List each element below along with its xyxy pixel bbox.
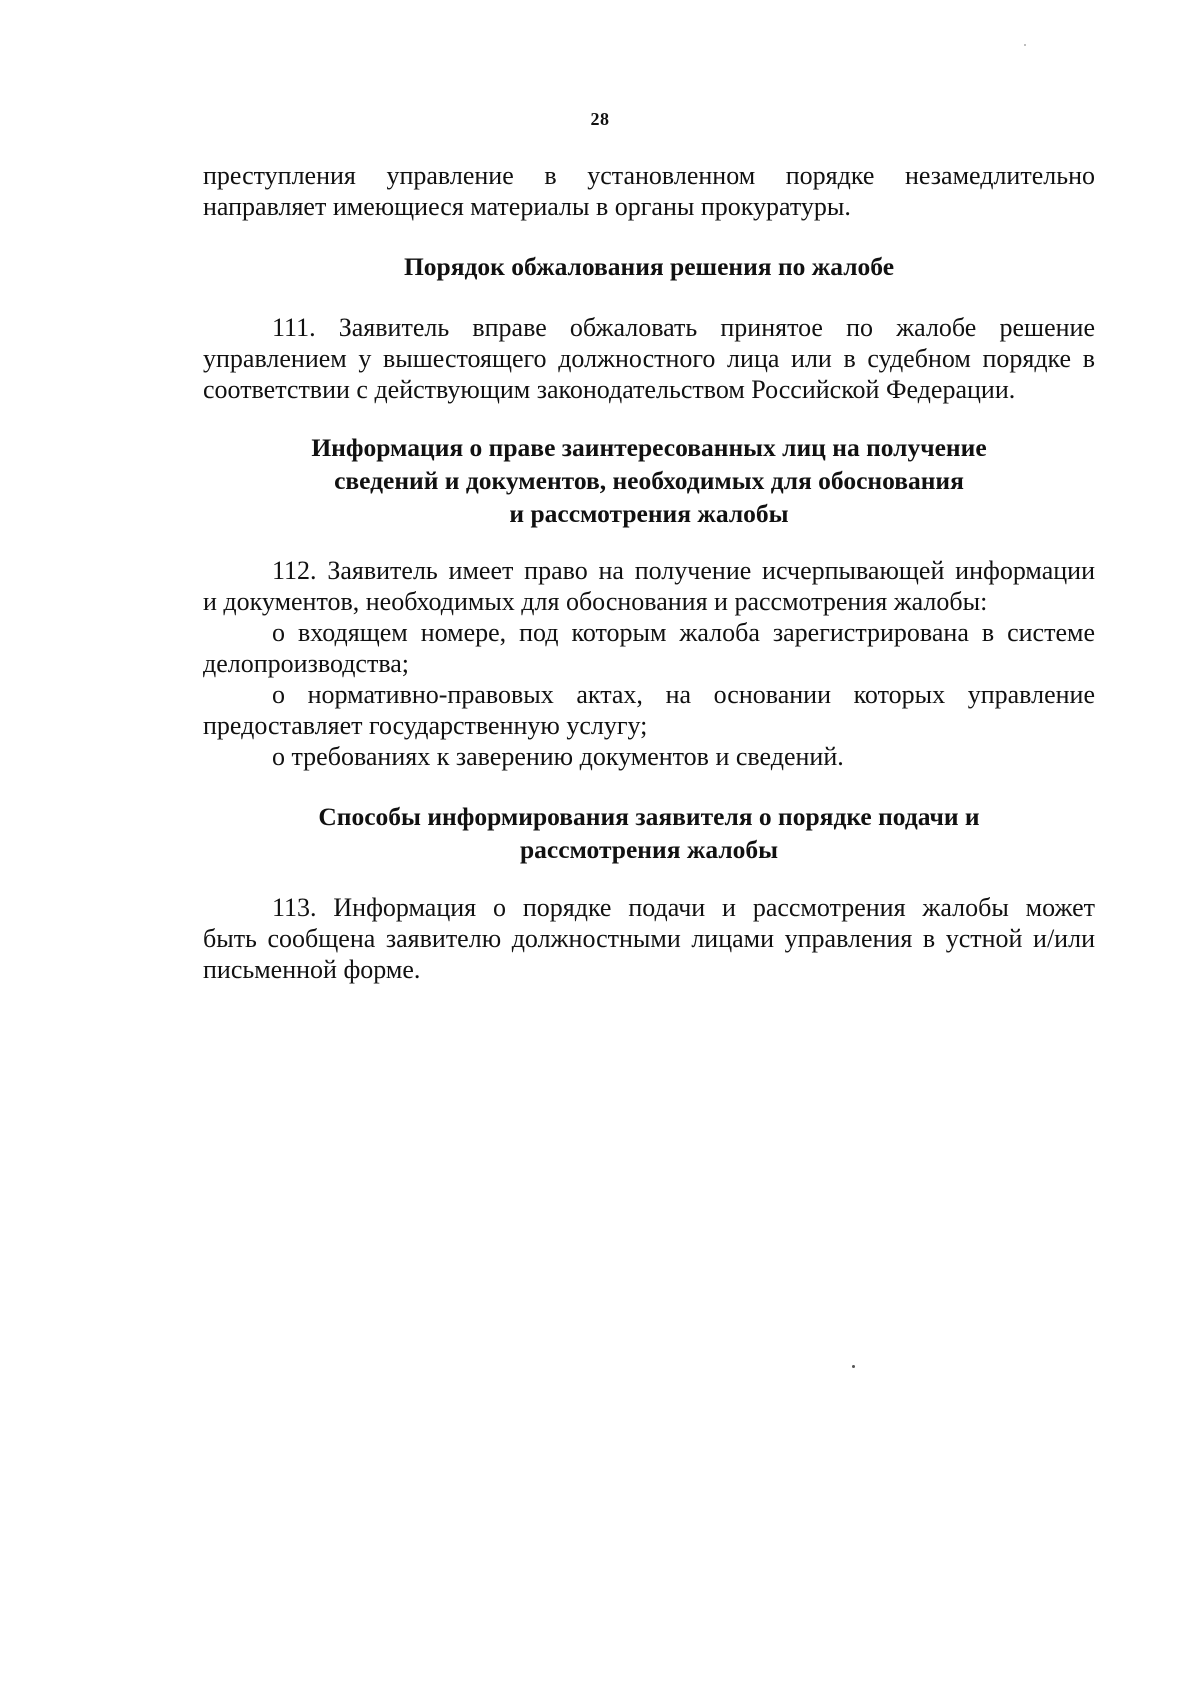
heading-line: Информация о праве заинтересованных лиц на получение	[311, 433, 987, 462]
paragraph-line: 113. Информация о порядке подачи и рассмотрения жалобы может	[272, 893, 1095, 922]
paragraph-line: 112. Заявитель имеет право на получение исчерпывающей информации	[272, 556, 1095, 585]
page-number: 28	[590, 109, 610, 129]
paragraph-111	[203, 312, 1095, 405]
paragraph-line: письменной форме.	[203, 955, 421, 984]
heading-line: и рассмотрения жалобы	[509, 499, 789, 528]
paragraph-112	[203, 555, 1095, 772]
list-item-line: предоставляет государственную услугу;	[203, 711, 648, 740]
scan-speck	[852, 1365, 855, 1368]
heading-line: Способы информирования заявителя о порядке подачи и	[318, 802, 980, 831]
intro-paragraph	[203, 160, 1095, 222]
heading-line: рассмотрения жалобы	[519, 835, 779, 864]
list-item-line: о нормативно-правовых актах, на основании которых управление	[272, 680, 1095, 709]
section-heading-information-rights	[203, 431, 1095, 530]
intro-line-1: преступления управление в установленном порядке незамедлительно	[203, 161, 1095, 190]
section-heading-informing-methods	[203, 800, 1095, 866]
list-item-line: делопроизводства;	[203, 649, 410, 678]
heading-line: Порядок обжалования решения по жалобе	[403, 252, 895, 281]
paragraph-line: 111. Заявитель вправе обжаловать принятое по жалобе решение	[272, 313, 1095, 342]
section-heading-appeal	[203, 250, 1095, 283]
paragraph-line: управлением у вышестоящего должностного лица или в судебном порядке в	[203, 344, 1095, 373]
paragraph-line: соответствии с действующим законодательством Российской Федерации.	[203, 375, 1016, 404]
heading-line: сведений и документов, необходимых для обоснования	[334, 466, 964, 495]
scan-speck	[1024, 44, 1026, 46]
paragraph-line: быть сообщена заявителю должностными лицами управления в устной и/или	[203, 924, 1095, 953]
list-item-line: о требованиях к заверению документов и сведений.	[272, 742, 844, 771]
paragraph-113	[203, 892, 1095, 985]
intro-line-2: направляет имеющиеся материалы в органы прокуратуры.	[203, 192, 851, 221]
paragraph-line: и документов, необходимых для обоснования и рассмотрения жалобы:	[203, 587, 988, 616]
list-item-line: о входящем номере, под которым жалоба зарегистрирована в системе	[272, 618, 1095, 647]
